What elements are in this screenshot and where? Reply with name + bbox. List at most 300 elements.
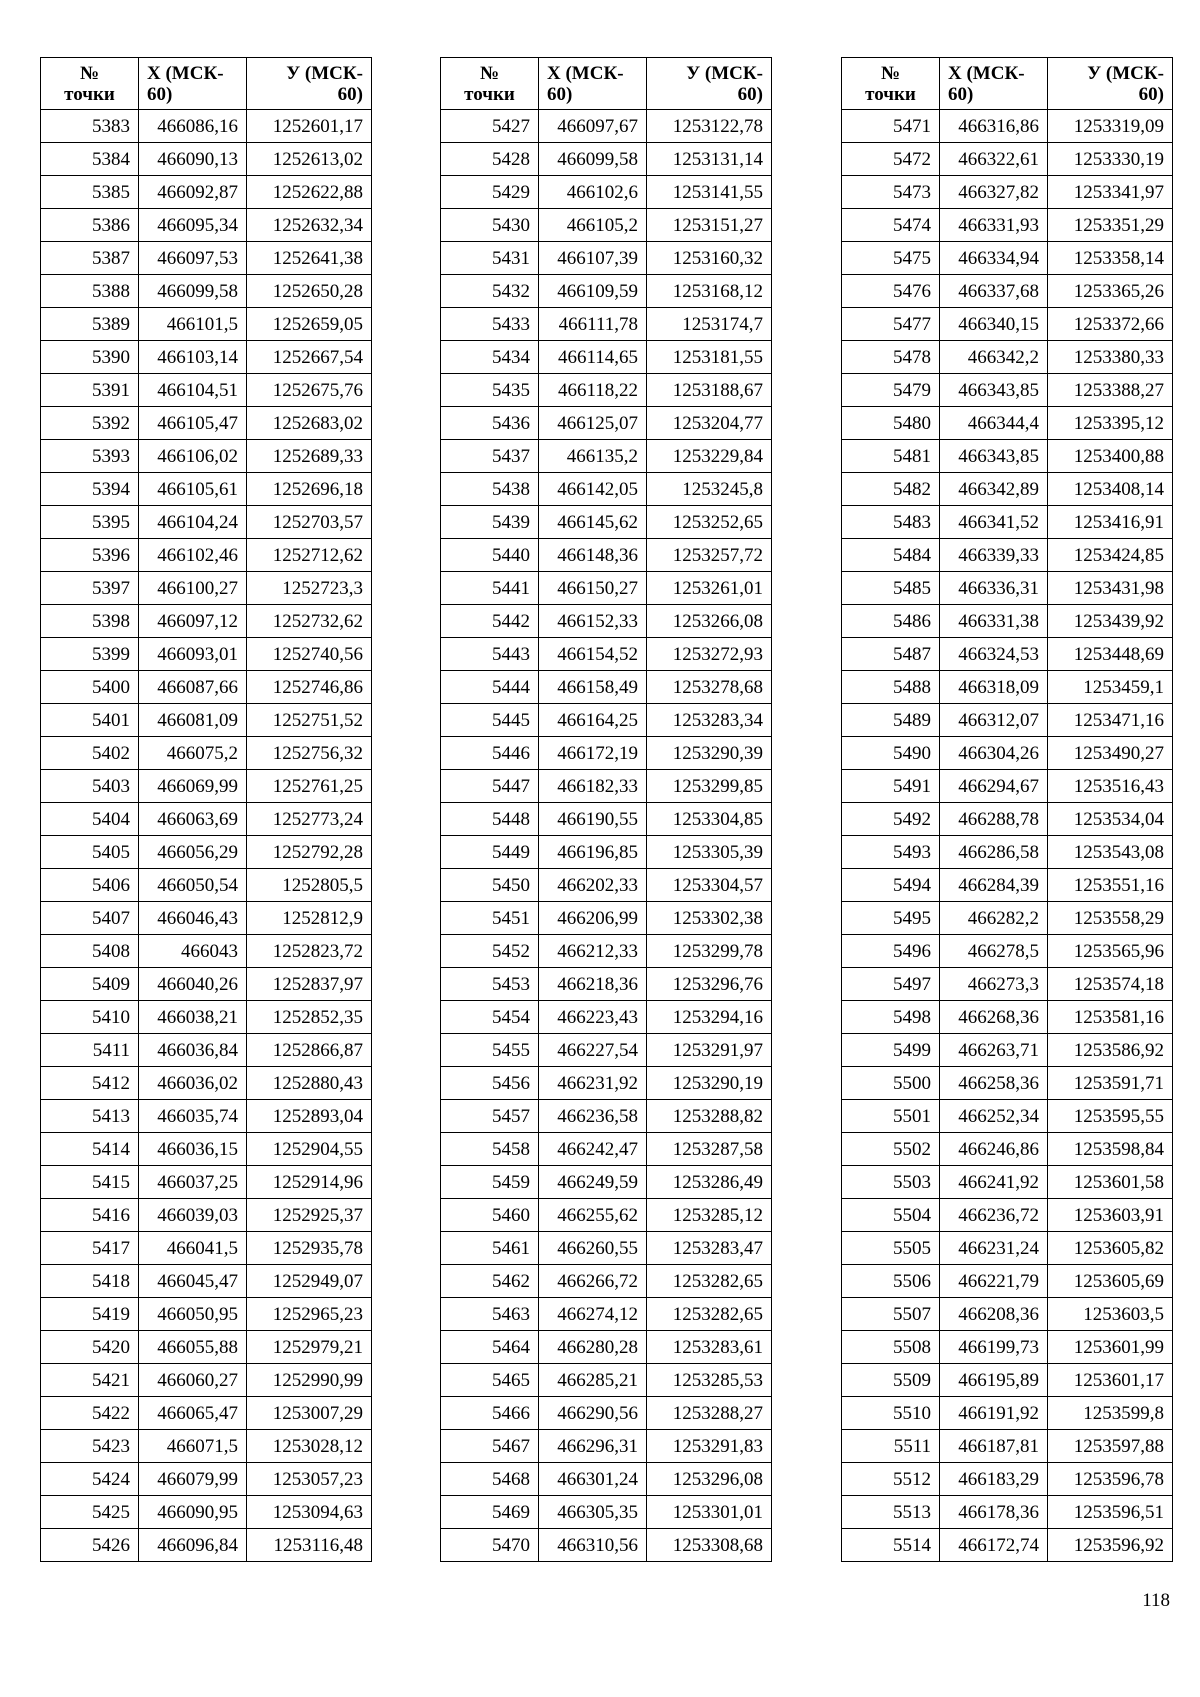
cell-point-number: 5385 (41, 176, 139, 209)
cell-x-coordinate: 466187,81 (940, 1430, 1048, 1463)
cell-point-number: 5475 (842, 242, 940, 275)
cell-x-coordinate: 466288,78 (940, 803, 1048, 836)
cell-x-coordinate: 466236,72 (940, 1199, 1048, 1232)
cell-y-coordinate: 1253229,84 (647, 440, 772, 473)
cell-point-number: 5443 (441, 638, 539, 671)
cell-point-number: 5425 (41, 1496, 139, 1529)
cell-x-coordinate: 466036,84 (139, 1034, 247, 1067)
cell-point-number: 5404 (41, 803, 139, 836)
cell-y-coordinate: 1252751,52 (247, 704, 372, 737)
cell-point-number: 5468 (441, 1463, 539, 1496)
coordinates-table-1 (40, 57, 372, 1562)
cell-x-coordinate: 466172,74 (940, 1529, 1048, 1562)
table-row (41, 1496, 372, 1529)
cell-y-coordinate: 1253168,12 (647, 275, 772, 308)
cell-y-coordinate: 1253257,72 (647, 539, 772, 572)
table-body (441, 110, 772, 1562)
cell-y-coordinate: 1252723,3 (247, 572, 372, 605)
cell-x-coordinate: 466041,5 (139, 1232, 247, 1265)
cell-y-coordinate: 1253296,76 (647, 968, 772, 1001)
cell-point-number: 5442 (441, 605, 539, 638)
cell-y-coordinate: 1253285,12 (647, 1199, 772, 1232)
table-row (41, 1298, 372, 1331)
cell-y-coordinate: 1253319,09 (1048, 110, 1173, 143)
cell-point-number: 5485 (842, 572, 940, 605)
cell-point-number: 5417 (41, 1232, 139, 1265)
table-row (441, 704, 772, 737)
cell-x-coordinate: 466280,28 (539, 1331, 647, 1364)
cell-x-coordinate: 466343,85 (940, 440, 1048, 473)
cell-point-number: 5505 (842, 1232, 940, 1265)
cell-x-coordinate: 466202,33 (539, 869, 647, 902)
cell-x-coordinate: 466063,69 (139, 803, 247, 836)
table-row (441, 374, 772, 407)
cell-y-coordinate: 1252632,34 (247, 209, 372, 242)
table-row (41, 605, 372, 638)
table-row (842, 209, 1173, 242)
cell-x-coordinate: 466114,65 (539, 341, 647, 374)
cell-x-coordinate: 466036,02 (139, 1067, 247, 1100)
table-row (842, 1397, 1173, 1430)
cell-y-coordinate: 1252979,21 (247, 1331, 372, 1364)
cell-point-number: 5411 (41, 1034, 139, 1067)
cell-x-coordinate: 466223,43 (539, 1001, 647, 1034)
cell-point-number: 5397 (41, 572, 139, 605)
table-row (842, 1034, 1173, 1067)
cell-x-coordinate: 466045,47 (139, 1265, 247, 1298)
table-row (441, 902, 772, 935)
cell-point-number: 5414 (41, 1133, 139, 1166)
cell-x-coordinate: 466039,03 (139, 1199, 247, 1232)
table-row (41, 1001, 372, 1034)
cell-point-number: 5492 (842, 803, 940, 836)
cell-x-coordinate: 466090,95 (139, 1496, 247, 1529)
header-y-coordinate: У (МСК- 60) (247, 58, 372, 110)
cell-point-number: 5451 (441, 902, 539, 935)
cell-y-coordinate: 1253301,01 (647, 1496, 772, 1529)
table-row (842, 1067, 1173, 1100)
cell-point-number: 5480 (842, 407, 940, 440)
cell-x-coordinate: 466090,13 (139, 143, 247, 176)
cell-x-coordinate: 466092,87 (139, 176, 247, 209)
cell-y-coordinate: 1253296,08 (647, 1463, 772, 1496)
table-row (441, 605, 772, 638)
table-row (441, 275, 772, 308)
page-number: 118 (1142, 1590, 1170, 1611)
table-row (441, 869, 772, 902)
cell-y-coordinate: 1253141,55 (647, 176, 772, 209)
cell-x-coordinate: 466343,85 (940, 374, 1048, 407)
cell-x-coordinate: 466294,67 (940, 770, 1048, 803)
cell-x-coordinate: 466252,34 (940, 1100, 1048, 1133)
cell-point-number: 5456 (441, 1067, 539, 1100)
table-row (441, 1133, 772, 1166)
cell-point-number: 5502 (842, 1133, 940, 1166)
cell-x-coordinate: 466097,12 (139, 605, 247, 638)
cell-x-coordinate: 466331,38 (940, 605, 1048, 638)
cell-point-number: 5434 (441, 341, 539, 374)
table-row (41, 407, 372, 440)
cell-point-number: 5430 (441, 209, 539, 242)
cell-y-coordinate: 1252746,86 (247, 671, 372, 704)
table-row (41, 935, 372, 968)
cell-y-coordinate: 1253591,71 (1048, 1067, 1173, 1100)
cell-point-number: 5412 (41, 1067, 139, 1100)
table-row (842, 638, 1173, 671)
cell-point-number: 5465 (441, 1364, 539, 1397)
cell-point-number: 5476 (842, 275, 940, 308)
table-row (41, 968, 372, 1001)
cell-y-coordinate: 1252756,32 (247, 737, 372, 770)
cell-x-coordinate: 466103,14 (139, 341, 247, 374)
cell-x-coordinate: 466037,25 (139, 1166, 247, 1199)
table-row (842, 1496, 1173, 1529)
header-point-number: № точки (842, 58, 940, 110)
cell-x-coordinate: 466164,25 (539, 704, 647, 737)
table-row (41, 638, 372, 671)
cell-point-number: 5428 (441, 143, 539, 176)
cell-point-number: 5500 (842, 1067, 940, 1100)
table-row (842, 803, 1173, 836)
cell-point-number: 5390 (41, 341, 139, 374)
cell-point-number: 5450 (441, 869, 539, 902)
cell-y-coordinate: 1253204,77 (647, 407, 772, 440)
cell-y-coordinate: 1252740,56 (247, 638, 372, 671)
cell-point-number: 5481 (842, 440, 940, 473)
cell-point-number: 5386 (41, 209, 139, 242)
cell-y-coordinate: 1252703,57 (247, 506, 372, 539)
cell-point-number: 5464 (441, 1331, 539, 1364)
cell-point-number: 5398 (41, 605, 139, 638)
cell-point-number: 5420 (41, 1331, 139, 1364)
cell-point-number: 5424 (41, 1463, 139, 1496)
table-row (41, 803, 372, 836)
table-row (41, 1034, 372, 1067)
cell-x-coordinate: 466086,16 (139, 110, 247, 143)
cell-point-number: 5437 (441, 440, 539, 473)
cell-point-number: 5482 (842, 473, 940, 506)
cell-y-coordinate: 1253595,55 (1048, 1100, 1173, 1133)
cell-point-number: 5461 (441, 1232, 539, 1265)
cell-x-coordinate: 466196,85 (539, 836, 647, 869)
table-row (41, 704, 372, 737)
cell-point-number: 5407 (41, 902, 139, 935)
coordinates-table-3 (841, 57, 1173, 1562)
cell-y-coordinate: 1253400,88 (1048, 440, 1173, 473)
cell-y-coordinate: 1253416,91 (1048, 506, 1173, 539)
cell-y-coordinate: 1252712,62 (247, 539, 372, 572)
cell-point-number: 5432 (441, 275, 539, 308)
table-row (842, 110, 1173, 143)
cell-point-number: 5473 (842, 176, 940, 209)
coordinates-table-2 (440, 57, 772, 1562)
cell-x-coordinate: 466278,5 (940, 935, 1048, 968)
cell-x-coordinate: 466145,62 (539, 506, 647, 539)
cell-point-number: 5408 (41, 935, 139, 968)
cell-x-coordinate: 466111,78 (539, 308, 647, 341)
cell-y-coordinate: 1252812,9 (247, 902, 372, 935)
table-row (842, 572, 1173, 605)
table-row (842, 1232, 1173, 1265)
cell-point-number: 5439 (441, 506, 539, 539)
cell-point-number: 5454 (441, 1001, 539, 1034)
cell-y-coordinate: 1253599,8 (1048, 1397, 1173, 1430)
table-row (441, 473, 772, 506)
cell-x-coordinate: 466190,55 (539, 803, 647, 836)
cell-point-number: 5388 (41, 275, 139, 308)
table-row (441, 1463, 772, 1496)
table-row (842, 1298, 1173, 1331)
cell-point-number: 5445 (441, 704, 539, 737)
table-row (441, 1067, 772, 1100)
cell-x-coordinate: 466304,26 (940, 737, 1048, 770)
header-point-number: № точки (41, 58, 139, 110)
cell-y-coordinate: 1253388,27 (1048, 374, 1173, 407)
cell-y-coordinate: 1252675,76 (247, 374, 372, 407)
cell-point-number: 5512 (842, 1463, 940, 1496)
cell-x-coordinate: 466206,99 (539, 902, 647, 935)
table-row (41, 572, 372, 605)
table-row (842, 407, 1173, 440)
cell-y-coordinate: 1253181,55 (647, 341, 772, 374)
cell-y-coordinate: 1252689,33 (247, 440, 372, 473)
table-body (41, 110, 372, 1562)
cell-y-coordinate: 1253534,04 (1048, 803, 1173, 836)
cell-point-number: 5472 (842, 143, 940, 176)
cell-x-coordinate: 466260,55 (539, 1232, 647, 1265)
header-row (41, 58, 372, 110)
cell-y-coordinate: 1253286,49 (647, 1166, 772, 1199)
cell-x-coordinate: 466258,36 (940, 1067, 1048, 1100)
cell-x-coordinate: 466056,29 (139, 836, 247, 869)
table-row (842, 1166, 1173, 1199)
cell-point-number: 5395 (41, 506, 139, 539)
cell-point-number: 5393 (41, 440, 139, 473)
table-row (441, 836, 772, 869)
cell-x-coordinate: 466290,56 (539, 1397, 647, 1430)
cell-y-coordinate: 1253565,96 (1048, 935, 1173, 968)
cell-x-coordinate: 466334,94 (940, 242, 1048, 275)
cell-y-coordinate: 1253424,85 (1048, 539, 1173, 572)
cell-y-coordinate: 1253282,65 (647, 1265, 772, 1298)
cell-point-number: 5469 (441, 1496, 539, 1529)
cell-x-coordinate: 466087,66 (139, 671, 247, 704)
cell-point-number: 5402 (41, 737, 139, 770)
table-row (41, 1463, 372, 1496)
cell-y-coordinate: 1253351,29 (1048, 209, 1173, 242)
cell-x-coordinate: 466135,2 (539, 440, 647, 473)
cell-x-coordinate: 466152,33 (539, 605, 647, 638)
table-row (441, 1331, 772, 1364)
cell-point-number: 5459 (441, 1166, 539, 1199)
table-row (842, 539, 1173, 572)
cell-x-coordinate: 466046,43 (139, 902, 247, 935)
table-row (842, 374, 1173, 407)
cell-point-number: 5416 (41, 1199, 139, 1232)
cell-y-coordinate: 1253459,1 (1048, 671, 1173, 704)
cell-x-coordinate: 466038,21 (139, 1001, 247, 1034)
cell-y-coordinate: 1253288,27 (647, 1397, 772, 1430)
cell-point-number: 5506 (842, 1265, 940, 1298)
cell-x-coordinate: 466316,86 (940, 110, 1048, 143)
cell-x-coordinate: 466337,68 (940, 275, 1048, 308)
cell-y-coordinate: 1253261,01 (647, 572, 772, 605)
cell-y-coordinate: 1252773,24 (247, 803, 372, 836)
cell-x-coordinate: 466109,59 (539, 275, 647, 308)
cell-x-coordinate: 466199,73 (940, 1331, 1048, 1364)
table-row (441, 1001, 772, 1034)
cell-y-coordinate: 1253151,27 (647, 209, 772, 242)
table-row (41, 374, 372, 407)
cell-y-coordinate: 1253597,88 (1048, 1430, 1173, 1463)
cell-point-number: 5436 (441, 407, 539, 440)
cell-point-number: 5384 (41, 143, 139, 176)
cell-point-number: 5457 (441, 1100, 539, 1133)
cell-point-number: 5387 (41, 242, 139, 275)
table-row (842, 737, 1173, 770)
cell-point-number: 5441 (441, 572, 539, 605)
table-row (441, 1166, 772, 1199)
table-row (41, 770, 372, 803)
cell-x-coordinate: 466178,36 (940, 1496, 1048, 1529)
table-row (41, 1100, 372, 1133)
cell-point-number: 5484 (842, 539, 940, 572)
table-row (842, 440, 1173, 473)
cell-x-coordinate: 466097,67 (539, 110, 647, 143)
cell-x-coordinate: 466341,52 (940, 506, 1048, 539)
cell-y-coordinate: 1253372,66 (1048, 308, 1173, 341)
cell-x-coordinate: 466125,07 (539, 407, 647, 440)
cell-x-coordinate: 466055,88 (139, 1331, 247, 1364)
table-row (441, 1298, 772, 1331)
header-x-coordinate: X (МСК- 60) (940, 58, 1048, 110)
table-row (842, 275, 1173, 308)
cell-x-coordinate: 466327,82 (940, 176, 1048, 209)
cell-x-coordinate: 466301,24 (539, 1463, 647, 1496)
cell-x-coordinate: 466305,35 (539, 1496, 647, 1529)
cell-x-coordinate: 466249,59 (539, 1166, 647, 1199)
cell-y-coordinate: 1253304,57 (647, 869, 772, 902)
cell-x-coordinate: 466079,99 (139, 1463, 247, 1496)
cell-y-coordinate: 1252601,17 (247, 110, 372, 143)
cell-point-number: 5421 (41, 1364, 139, 1397)
cell-y-coordinate: 1253603,5 (1048, 1298, 1173, 1331)
header-y-coordinate: У (МСК- 60) (647, 58, 772, 110)
cell-y-coordinate: 1253299,85 (647, 770, 772, 803)
cell-y-coordinate: 1253490,27 (1048, 737, 1173, 770)
cell-y-coordinate: 1252949,07 (247, 1265, 372, 1298)
table-row (41, 1364, 372, 1397)
cell-point-number: 5508 (842, 1331, 940, 1364)
cell-x-coordinate: 466344,4 (940, 407, 1048, 440)
cell-y-coordinate: 1253131,14 (647, 143, 772, 176)
cell-x-coordinate: 466118,22 (539, 374, 647, 407)
cell-x-coordinate: 466154,52 (539, 638, 647, 671)
cell-x-coordinate: 466324,53 (940, 638, 1048, 671)
cell-x-coordinate: 466312,07 (940, 704, 1048, 737)
cell-x-coordinate: 466221,79 (940, 1265, 1048, 1298)
cell-point-number: 5453 (441, 968, 539, 1001)
cell-point-number: 5403 (41, 770, 139, 803)
table-row (842, 1133, 1173, 1166)
cell-x-coordinate: 466322,61 (940, 143, 1048, 176)
cell-y-coordinate: 1253308,68 (647, 1529, 772, 1562)
cell-x-coordinate: 466075,2 (139, 737, 247, 770)
table-row (441, 539, 772, 572)
cell-y-coordinate: 1252732,62 (247, 605, 372, 638)
header-x-coordinate: X (МСК- 60) (139, 58, 247, 110)
cell-point-number: 5452 (441, 935, 539, 968)
cell-point-number: 5383 (41, 110, 139, 143)
cell-point-number: 5389 (41, 308, 139, 341)
table-body (842, 110, 1173, 1562)
cell-y-coordinate: 1253266,08 (647, 605, 772, 638)
table-row (41, 176, 372, 209)
table-row (41, 671, 372, 704)
table-row (441, 737, 772, 770)
cell-y-coordinate: 1252641,38 (247, 242, 372, 275)
table-row (842, 869, 1173, 902)
cell-y-coordinate: 1253272,93 (647, 638, 772, 671)
cell-y-coordinate: 1253028,12 (247, 1430, 372, 1463)
cell-point-number: 5433 (441, 308, 539, 341)
cell-y-coordinate: 1252683,02 (247, 407, 372, 440)
cell-x-coordinate: 466107,39 (539, 242, 647, 275)
table-row (441, 242, 772, 275)
cell-x-coordinate: 466093,01 (139, 638, 247, 671)
table-row (441, 1364, 772, 1397)
table-row (441, 341, 772, 374)
cell-y-coordinate: 1253596,51 (1048, 1496, 1173, 1529)
table-row (441, 209, 772, 242)
cell-y-coordinate: 1253294,16 (647, 1001, 772, 1034)
cell-y-coordinate: 1253174,7 (647, 308, 772, 341)
cell-y-coordinate: 1253586,92 (1048, 1034, 1173, 1067)
cell-x-coordinate: 466266,72 (539, 1265, 647, 1298)
table-row (41, 1232, 372, 1265)
cell-x-coordinate: 466050,95 (139, 1298, 247, 1331)
cell-point-number: 5413 (41, 1100, 139, 1133)
table-row (842, 1463, 1173, 1496)
cell-y-coordinate: 1253304,85 (647, 803, 772, 836)
cell-point-number: 5391 (41, 374, 139, 407)
cell-y-coordinate: 1252904,55 (247, 1133, 372, 1166)
table-row (842, 836, 1173, 869)
cell-x-coordinate: 466340,15 (940, 308, 1048, 341)
cell-y-coordinate: 1253598,84 (1048, 1133, 1173, 1166)
table-row (441, 1430, 772, 1463)
table-row (41, 143, 372, 176)
cell-point-number: 5474 (842, 209, 940, 242)
cell-x-coordinate: 466150,27 (539, 572, 647, 605)
cell-y-coordinate: 1253601,99 (1048, 1331, 1173, 1364)
cell-point-number: 5499 (842, 1034, 940, 1067)
cell-point-number: 5496 (842, 935, 940, 968)
cell-x-coordinate: 466040,26 (139, 968, 247, 1001)
table-row (842, 605, 1173, 638)
cell-y-coordinate: 1253574,18 (1048, 968, 1173, 1001)
cell-x-coordinate: 466241,92 (940, 1166, 1048, 1199)
table-row (441, 110, 772, 143)
cell-y-coordinate: 1253558,29 (1048, 902, 1173, 935)
cell-point-number: 5478 (842, 341, 940, 374)
header-point-number: № точки (441, 58, 539, 110)
table-row (41, 209, 372, 242)
cell-point-number: 5409 (41, 968, 139, 1001)
table-row (41, 869, 372, 902)
cell-x-coordinate: 466172,19 (539, 737, 647, 770)
cell-y-coordinate: 1252965,23 (247, 1298, 372, 1331)
